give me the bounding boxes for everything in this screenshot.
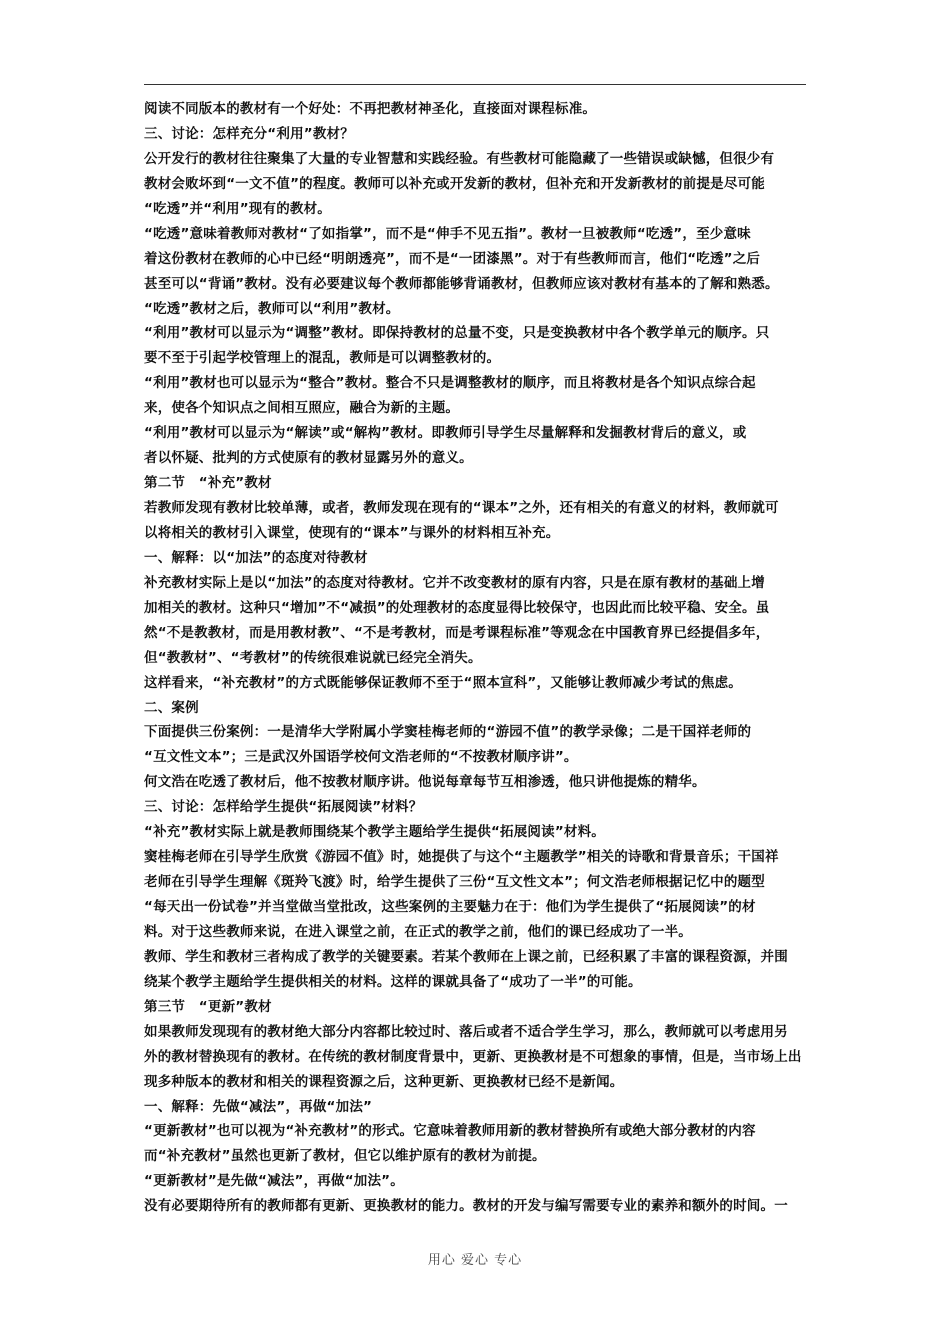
text-line: “更新教材”是先做“减法”，再做“加法”。 <box>144 1173 404 1190</box>
text-line: 老师在引导学生理解《斑羚飞渡》时，给学生提供了三份“互文性文本”；何文浩老师根据记忆中的题型 <box>144 874 765 891</box>
text-line: 窦桂梅老师在引导学生欣赏《游园不值》时，她提供了与这个“主题教学”相关的诗歌和背景音乐；干国祥 <box>144 849 779 866</box>
text-line: “利用”教材也可以显示为“整合”教材。整合不只是调整教材的顺序，而且将教材是各个知识点综合起 <box>144 375 756 392</box>
text-line: 料。对于这些教师来说，在进入课堂之前，在正式的教学之前，他们的课已经成功了一半。 <box>144 923 692 940</box>
text-line: 三、讨论：怎样给学生提供“拓展阅读”材料？ <box>144 799 423 816</box>
text-line: “利用”教材可以显示为“解读”或“解构”教材。即教师引导学生尽量解释和发掘教材背后的意义，或 <box>144 425 747 442</box>
text-line: 加相关的教材。这种只“增加”不“减损”的处理教材的态度显得比较保守，也因此而比较平稳、安全。虽 <box>144 599 770 616</box>
text-line: 第三节 “更新”教材 <box>144 998 272 1015</box>
text-line: 现多种版本的教材和相关的课程资源之后，这种更新、更换教材已经不是新闻。 <box>144 1073 624 1090</box>
text-line: 要不至于引起学校管理上的混乱，教师是可以调整教材的。 <box>144 350 501 367</box>
text-line: 公开发行的教材往往聚集了大量的专业智慧和实践经验。有些教材可能隐藏了一些错误或缺憾，但很少有 <box>144 150 775 167</box>
text-line: 没有必要期待所有的教师都有更新、更换教材的能力。教材的开发与编写需要专业的素养和额外的时间。一 <box>144 1198 788 1215</box>
text-line: 教材会败坏到“一文不值”的程度。教师可以补充或开发新的教材，但补充和开发新教材的前提是尽可能 <box>144 175 765 192</box>
text-line: 这样看来，“补充教材”的方式既能够保证教师不至于“照本宣科”，又能够让教师减少考试的焦虑。 <box>144 674 742 691</box>
header-rule <box>144 84 806 85</box>
text-line: “更新教材”也可以视为“补充教材”的形式。它意味着教师用新的教材替换所有或绝大部分教材的内容 <box>144 1123 756 1140</box>
text-line: 着这份教材在教师的心中已经“明朗透亮”，而不是“一团漆黑”。对于有些教师而言，他们“吃透”之后 <box>144 250 761 267</box>
text-line: “互文性文本”；三是武汉外国语学校何文浩老师的“不按教材顺序讲”。 <box>144 749 578 766</box>
text-line: 甚至可以“背诵”教材。没有必要建议每个教师都能够背诵教材，但教师应该对教材有基本的了解和熟悉。 <box>144 275 779 292</box>
text-line: 何文浩在吃透了教材后，他不按教材顺序讲。他说每章每节互相渗透，他只讲他提炼的精华。 <box>144 774 706 791</box>
text-line: 如果教师发现现有的教材绝大部分内容都比较过时、落后或者不适合学生学习，那么，教师就可以考虑用另 <box>144 1023 788 1040</box>
document-body <box>144 97 806 1219</box>
text-line: 而“补充教材”虽然也更新了教材，但它以维护原有的教材为前提。 <box>144 1148 546 1165</box>
text-line: 一、解释：以“加法”的态度对待教材 <box>144 549 368 566</box>
text-line: 一、解释：先做“减法”，再做“加法” <box>144 1098 373 1115</box>
text-line: “补充”教材实际上就是教师围绕某个教学主题给学生提供“拓展阅读”材料。 <box>144 824 605 841</box>
text-line: 二、案例 <box>144 699 199 716</box>
text-line: 然“不是教教材，而是用教材教”、“不是考教材，而是考课程标准”等观念在中国教育界已经提倡多年， <box>144 624 770 641</box>
text-line: 若教师发现有教材比较单薄，或者，教师发现在现有的“课本”之外，还有相关的有意义的材料，教师就可 <box>144 500 779 516</box>
page-footer: 用心 爱心 专心 <box>427 1253 523 1268</box>
text-line: 绕某个教学主题给学生提供相关的材料。这样的课就具备了“成功了一半”的可能。 <box>144 973 642 990</box>
text-line: 外的教材替换现有的教材。在传统的教材制度背景中，更新、更换教材是不可想象的事情，但是，当市场上出 <box>144 1048 802 1065</box>
text-line: 第二节 “补充”教材 <box>144 475 272 492</box>
text-line: 但“教教材”、“考教材”的传统很难说就已经完全消失。 <box>144 649 482 666</box>
text-line: 三、讨论：怎样充分“利用”教材？ <box>144 125 354 142</box>
text-line: 下面提供三份案例：一是清华大学附属小学窦桂梅老师的“游园不值”的教学录像；二是干国祥老师的 <box>144 724 752 741</box>
text-line: “吃透”教材之后，教师可以“利用”教材。 <box>144 300 400 317</box>
text-line: “每天出一份试卷”并当堂做当堂批改，这些案例的主要魅力在于：他们为学生提供了“拓展阅读”的材 <box>144 899 756 915</box>
text-line: “吃透”意味着教师对教材“了如指掌”，而不是“伸手不见五指”。教材一旦被教师“吃透”，至少意味 <box>144 225 751 242</box>
text-line: 补充教材实际上是以“加法”的态度对待教材。它并不改变教材的原有内容，只是在原有教材的基础上增 <box>144 574 765 591</box>
text-line: “利用”教材可以显示为“调整”教材。即保持教材的总量不变，只是变换教材中各个教学单元的顺序。只 <box>144 325 770 342</box>
text-line: 教师、学生和教材三者构成了教学的关键要素。若某个教师在上课之前，已经积累了丰富的课程资源，并围 <box>144 948 788 965</box>
text-line: 者以怀疑、批判的方式使原有的教材显露另外的意义。 <box>144 450 473 467</box>
text-line: 阅读不同版本的教材有一个好处：不再把教材神圣化，直接面对课程标准。 <box>144 101 597 117</box>
text-line: “吃透”并“利用”现有的教材。 <box>144 200 331 217</box>
text-line: 以将相关的教材引入课堂，使现有的“课本”与课外的材料相互补充。 <box>144 524 560 541</box>
text-line: 来，使各个知识点之间相互照应，融合为新的主题。 <box>144 400 460 417</box>
